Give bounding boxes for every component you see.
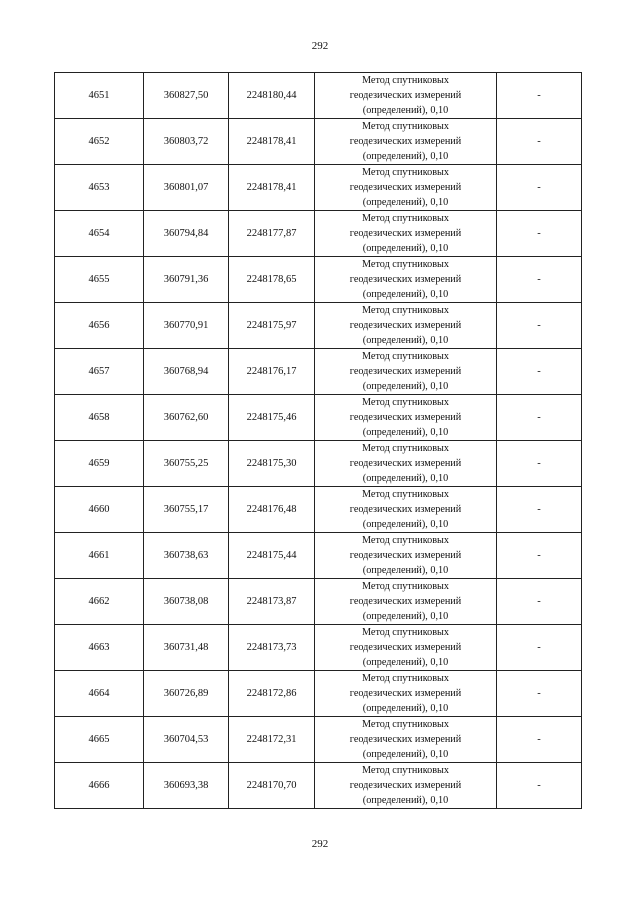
method-line: Метод спутниковых: [362, 259, 449, 270]
point-number-cell: 4665: [55, 717, 144, 763]
point-number-cell: 4659: [55, 441, 144, 487]
method-cell: [315, 625, 497, 671]
description-cell: -: [497, 671, 582, 717]
method-line: (определений), 0,10: [362, 427, 449, 438]
point-number-cell: 4656: [55, 303, 144, 349]
description-cell: -: [497, 579, 582, 625]
method-cell: [315, 303, 497, 349]
method-line: (определений), 0,10: [362, 197, 449, 208]
x-coordinate-cell: 360726,89: [144, 671, 229, 717]
y-coordinate-cell: 2248173,73: [229, 625, 315, 671]
method-line: геодезических измерений: [349, 320, 462, 331]
method-line: Метод спутниковых: [362, 489, 449, 500]
method-line: Метод спутниковых: [362, 535, 449, 546]
y-coordinate-cell: 2248177,87: [229, 211, 315, 257]
x-coordinate-cell: 360731,48: [144, 625, 229, 671]
x-coordinate-cell: 360791,36: [144, 257, 229, 303]
page-number-top: 292: [311, 40, 329, 52]
table-row: [55, 763, 582, 809]
description-cell: -: [497, 763, 582, 809]
point-number-cell: 4655: [55, 257, 144, 303]
method-line: геодезических измерений: [349, 550, 462, 561]
y-coordinate-cell: 2248173,87: [229, 579, 315, 625]
table-row: [55, 257, 582, 303]
method-line: (определений), 0,10: [362, 243, 449, 254]
coordinates-table: [54, 72, 582, 809]
description-cell: -: [497, 165, 582, 211]
point-number-cell: 4651: [55, 73, 144, 119]
method-cell: [315, 487, 497, 533]
description-cell: -: [497, 487, 582, 533]
method-line: геодезических измерений: [349, 136, 462, 147]
table-row: [55, 671, 582, 717]
y-coordinate-cell: 2248175,44: [229, 533, 315, 579]
method-cell: [315, 395, 497, 441]
method-line: геодезических измерений: [349, 228, 462, 239]
table-row: [55, 349, 582, 395]
y-coordinate-cell: 2248180,44: [229, 73, 315, 119]
x-coordinate-cell: 360770,91: [144, 303, 229, 349]
table-row: [55, 717, 582, 763]
y-coordinate-cell: 2248176,17: [229, 349, 315, 395]
table-row: [55, 119, 582, 165]
method-line: геодезических измерений: [349, 734, 462, 745]
y-coordinate-cell: 2248175,97: [229, 303, 315, 349]
method-cell: [315, 257, 497, 303]
table-row: [55, 165, 582, 211]
method-line: геодезических измерений: [349, 596, 462, 607]
method-cell: [315, 73, 497, 119]
method-line: геодезических измерений: [349, 366, 462, 377]
method-cell: [315, 441, 497, 487]
method-line: Метод спутниковых: [362, 305, 449, 316]
method-line: геодезических измерений: [349, 688, 462, 699]
method-line: (определений), 0,10: [362, 105, 449, 116]
point-number-cell: 4662: [55, 579, 144, 625]
method-line: (определений), 0,10: [362, 473, 449, 484]
x-coordinate-cell: 360794,84: [144, 211, 229, 257]
table-row: [55, 579, 582, 625]
description-cell: -: [497, 625, 582, 671]
method-line: Метод спутниковых: [362, 719, 449, 730]
method-line: (определений), 0,10: [362, 289, 449, 300]
method-line: геодезических измерений: [349, 182, 462, 193]
table-row: [55, 211, 582, 257]
description-cell: -: [497, 119, 582, 165]
table-row: [55, 625, 582, 671]
x-coordinate-cell: 360801,07: [144, 165, 229, 211]
y-coordinate-cell: 2248178,41: [229, 165, 315, 211]
point-number-cell: 4660: [55, 487, 144, 533]
point-number-cell: 4661: [55, 533, 144, 579]
x-coordinate-cell: 360827,50: [144, 73, 229, 119]
table-row: [55, 395, 582, 441]
method-line: Метод спутниковых: [362, 213, 449, 224]
method-cell: [315, 165, 497, 211]
point-number-cell: 4654: [55, 211, 144, 257]
method-cell: [315, 579, 497, 625]
page-number-bottom: 292: [311, 838, 329, 850]
method-line: Метод спутниковых: [362, 121, 449, 132]
x-coordinate-cell: 360738,63: [144, 533, 229, 579]
table-row: [55, 533, 582, 579]
method-line: геодезических измерений: [349, 90, 462, 101]
y-coordinate-cell: 2248170,70: [229, 763, 315, 809]
method-line: (определений), 0,10: [362, 749, 449, 760]
method-cell: [315, 763, 497, 809]
method-line: (определений), 0,10: [362, 795, 449, 806]
method-line: геодезических измерений: [349, 458, 462, 469]
description-cell: -: [497, 533, 582, 579]
point-number-cell: 4653: [55, 165, 144, 211]
description-cell: -: [497, 349, 582, 395]
table-row: [55, 487, 582, 533]
x-coordinate-cell: 360704,53: [144, 717, 229, 763]
point-number-cell: 4666: [55, 763, 144, 809]
point-number-cell: 4652: [55, 119, 144, 165]
method-cell: [315, 671, 497, 717]
method-line: Метод спутниковых: [362, 765, 449, 776]
description-cell: -: [497, 717, 582, 763]
method-cell: [315, 349, 497, 395]
method-line: геодезических измерений: [349, 780, 462, 791]
method-line: Метод спутниковых: [362, 351, 449, 362]
method-line: (определений), 0,10: [362, 703, 449, 714]
method-cell: [315, 717, 497, 763]
y-coordinate-cell: 2248178,65: [229, 257, 315, 303]
method-line: (определений), 0,10: [362, 519, 449, 530]
method-line: (определений), 0,10: [362, 335, 449, 346]
description-cell: -: [497, 441, 582, 487]
x-coordinate-cell: 360755,17: [144, 487, 229, 533]
method-line: (определений), 0,10: [362, 151, 449, 162]
method-line: Метод спутниковых: [362, 581, 449, 592]
method-cell: [315, 533, 497, 579]
x-coordinate-cell: 360738,08: [144, 579, 229, 625]
point-number-cell: 4657: [55, 349, 144, 395]
method-cell: [315, 211, 497, 257]
point-number-cell: 4658: [55, 395, 144, 441]
description-cell: -: [497, 395, 582, 441]
description-cell: -: [497, 211, 582, 257]
method-line: Метод спутниковых: [362, 443, 449, 454]
y-coordinate-cell: 2248178,41: [229, 119, 315, 165]
y-coordinate-cell: 2248172,86: [229, 671, 315, 717]
y-coordinate-cell: 2248175,46: [229, 395, 315, 441]
x-coordinate-cell: 360803,72: [144, 119, 229, 165]
y-coordinate-cell: 2248176,48: [229, 487, 315, 533]
method-line: (определений), 0,10: [362, 657, 449, 668]
description-cell: -: [497, 73, 582, 119]
y-coordinate-cell: 2248175,30: [229, 441, 315, 487]
table-row: [55, 73, 582, 119]
method-line: (определений), 0,10: [362, 381, 449, 392]
method-line: Метод спутниковых: [362, 167, 449, 178]
description-cell: -: [497, 257, 582, 303]
method-line: (определений), 0,10: [362, 611, 449, 622]
point-number-cell: 4663: [55, 625, 144, 671]
method-cell: [315, 119, 497, 165]
method-line: Метод спутниковых: [362, 75, 449, 86]
method-line: Метод спутниковых: [362, 397, 449, 408]
table-body: [55, 73, 582, 809]
x-coordinate-cell: 360768,94: [144, 349, 229, 395]
method-line: Метод спутниковых: [362, 627, 449, 638]
method-line: геодезических измерений: [349, 274, 462, 285]
x-coordinate-cell: 360755,25: [144, 441, 229, 487]
point-number-cell: 4664: [55, 671, 144, 717]
table-row: [55, 303, 582, 349]
description-cell: -: [497, 303, 582, 349]
method-line: (определений), 0,10: [362, 565, 449, 576]
method-line: Метод спутниковых: [362, 673, 449, 684]
x-coordinate-cell: 360762,60: [144, 395, 229, 441]
method-line: геодезических измерений: [349, 504, 462, 515]
method-line: геодезических измерений: [349, 412, 462, 423]
method-line: геодезических измерений: [349, 642, 462, 653]
table-row: [55, 441, 582, 487]
y-coordinate-cell: 2248172,31: [229, 717, 315, 763]
x-coordinate-cell: 360693,38: [144, 763, 229, 809]
